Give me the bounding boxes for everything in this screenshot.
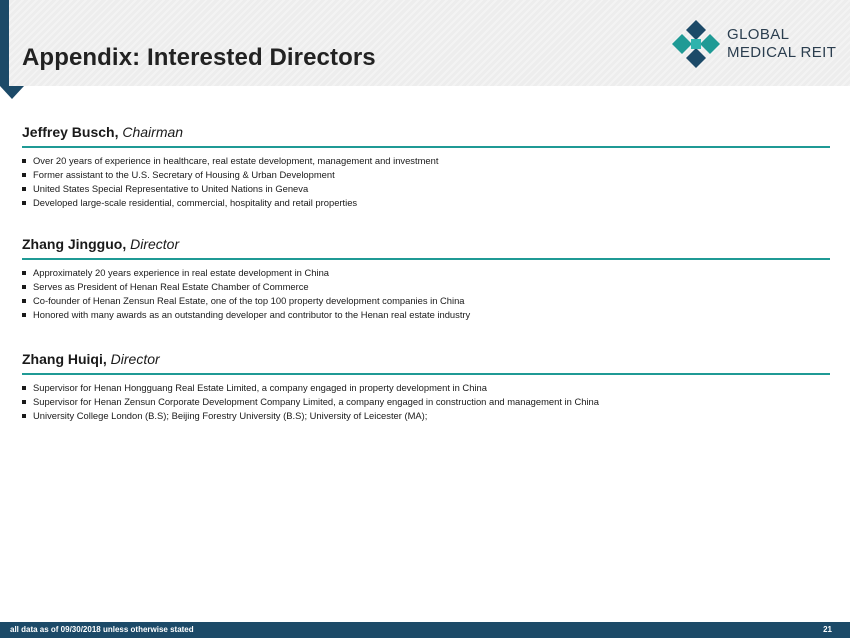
footer-note: all data as of 09/30/2018 unless otherwise stated xyxy=(10,625,194,634)
left-accent-triangle xyxy=(0,86,24,99)
section-divider xyxy=(22,373,830,375)
bullet-list xyxy=(22,154,830,210)
bullet-item: Honored with many awards as an outstanding developer and contributor to the Henan real estate industry xyxy=(22,308,830,322)
director-name: Zhang Huiqi, xyxy=(22,351,107,367)
footer-bar xyxy=(0,622,850,638)
bullet-item: Approximately 20 years experience in real estate development in China xyxy=(22,266,830,280)
bullet-item: Co-founder of Henan Zensun Real Estate, one of the top 100 property development companies in China xyxy=(22,294,830,308)
company-logo xyxy=(672,20,842,70)
director-section-jingguo xyxy=(22,236,830,322)
bullet-list xyxy=(22,381,830,423)
global-medical-reit-cross-icon xyxy=(672,20,720,68)
section-divider xyxy=(22,258,830,260)
left-accent-bar xyxy=(0,0,9,86)
bullet-item: Supervisor for Henan Hongguang Real Estate Limited, a company engaged in property development in China xyxy=(22,381,830,395)
director-section-busch xyxy=(22,124,830,210)
director-section-huiqi xyxy=(22,351,830,423)
logo-line-1: GLOBAL xyxy=(727,26,790,43)
bullet-item: United States Special Representative to United Nations in Geneva xyxy=(22,182,830,196)
page-title: Appendix: Interested Directors xyxy=(22,44,376,71)
director-role: Director xyxy=(110,351,160,367)
director-role: Director xyxy=(130,236,180,252)
bullet-item: University College London (B.S); Beijing Forestry University (B.S); University of Leicester (MA); xyxy=(22,409,830,423)
bullet-item: Supervisor for Henan Zensun Corporate Development Company Limited, a company engaged in construction and management in China xyxy=(22,395,830,409)
bullet-list xyxy=(22,266,830,322)
director-heading xyxy=(22,236,830,252)
director-heading xyxy=(22,351,830,367)
logo-line-2: MEDICAL REIT xyxy=(727,44,837,61)
section-divider xyxy=(22,146,830,148)
director-role: Chairman xyxy=(122,124,184,140)
bullet-item: Over 20 years of experience in healthcare, real estate development, management and investment xyxy=(22,154,830,168)
director-heading xyxy=(22,124,830,140)
bullet-item: Former assistant to the U.S. Secretary of Housing & Urban Development xyxy=(22,168,830,182)
bullet-item: Serves as President of Henan Real Estate Chamber of Commerce xyxy=(22,280,830,294)
director-name: Zhang Jingguo, xyxy=(22,236,127,252)
director-name: Jeffrey Busch, xyxy=(22,124,119,140)
bullet-item: Developed large-scale residential, commercial, hospitality and retail properties xyxy=(22,196,830,210)
page-number: 21 xyxy=(823,625,832,634)
